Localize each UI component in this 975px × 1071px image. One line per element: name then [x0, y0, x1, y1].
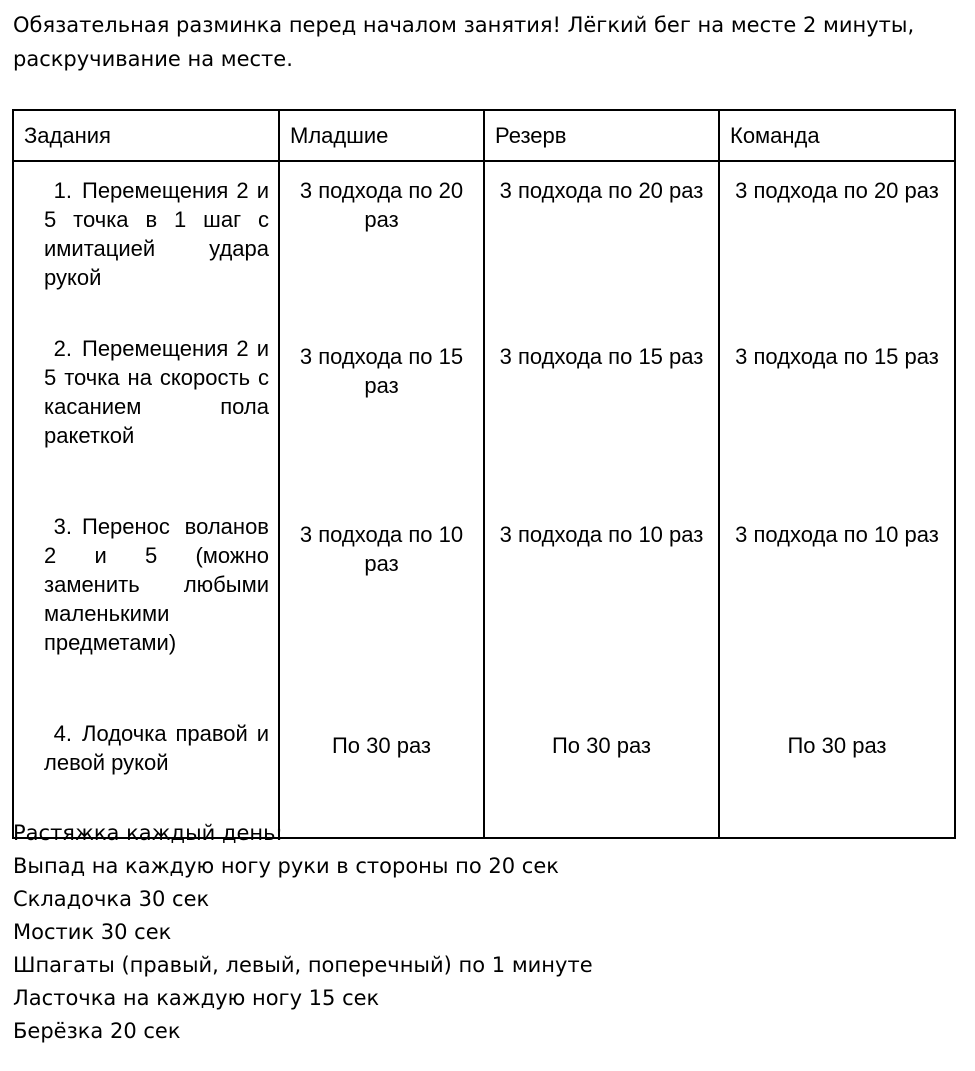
column-header: Команда — [719, 110, 955, 161]
stretching-item: Выпад на каждую ногу руки в стороны по 20 сек — [13, 854, 559, 878]
rezerv-cell: 3 подхода по 15 раз — [484, 320, 719, 498]
intro-text — [13, 8, 963, 76]
task-cell — [13, 161, 279, 320]
rezerv-cell: 3 подхода по 20 раз — [484, 161, 719, 320]
stretching-item: Ласточка на каждую ногу 15 сек — [13, 986, 380, 1010]
table-row — [13, 320, 955, 498]
task-number: 2. — [53, 336, 72, 361]
table-row — [13, 161, 955, 320]
mladshie-cell: 3 подхода по 15 раз — [279, 320, 484, 498]
mladshie-cell: 3 подхода по 10 раз — [279, 498, 484, 705]
column-header: Младшие — [279, 110, 484, 161]
intro-line: Обязательная разминка перед началом занятия! Лёгкий бег на месте 2 минуты, — [13, 13, 915, 37]
rezerv-cell: 3 подхода по 10 раз — [484, 498, 719, 705]
stretching-item: Складочка 30 сек — [13, 887, 210, 911]
task-text: Перемещения 2 и 5 точка на скорость с касанием пола ракеткой — [44, 336, 269, 448]
komanda-cell: По 30 раз — [719, 705, 955, 838]
task-text: Перемещения 2 и 5 точка в 1 шаг с имитацией удара рукой — [44, 178, 269, 290]
table-row — [13, 498, 955, 705]
task-cell — [13, 498, 279, 705]
exercise-table — [12, 109, 956, 839]
komanda-cell: 3 подхода по 10 раз — [719, 498, 955, 705]
task-text: Перенос воланов 2 и 5 (можно заменить любыми маленькими предметами) — [44, 514, 269, 655]
komanda-cell: 3 подхода по 20 раз — [719, 161, 955, 320]
task-cell — [13, 320, 279, 498]
task-number: 1. — [53, 178, 72, 203]
task-text: Лодочка правой и левой рукой — [44, 721, 269, 775]
stretching-item: Мостик 30 сек — [13, 920, 172, 944]
stretching-item: Берёзка 20 сек — [13, 1019, 181, 1043]
task-number: 4. — [53, 721, 72, 746]
rezerv-cell: По 30 раз — [484, 705, 719, 838]
table-header-row — [13, 110, 955, 161]
intro-line: раскручивание на месте. — [13, 47, 293, 71]
column-header: Задания — [13, 110, 279, 161]
stretching-list — [13, 817, 593, 1048]
mladshie-cell: По 30 раз — [279, 705, 484, 838]
stretching-item: Шпагаты (правый, левый, поперечный) по 1 минуте — [13, 953, 593, 977]
mladshie-cell: 3 подхода по 20 раз — [279, 161, 484, 320]
task-number: 3. — [53, 514, 72, 539]
stretching-title: Растяжка каждый день: — [13, 821, 283, 845]
komanda-cell: 3 подхода по 15 раз — [719, 320, 955, 498]
column-header: Резерв — [484, 110, 719, 161]
